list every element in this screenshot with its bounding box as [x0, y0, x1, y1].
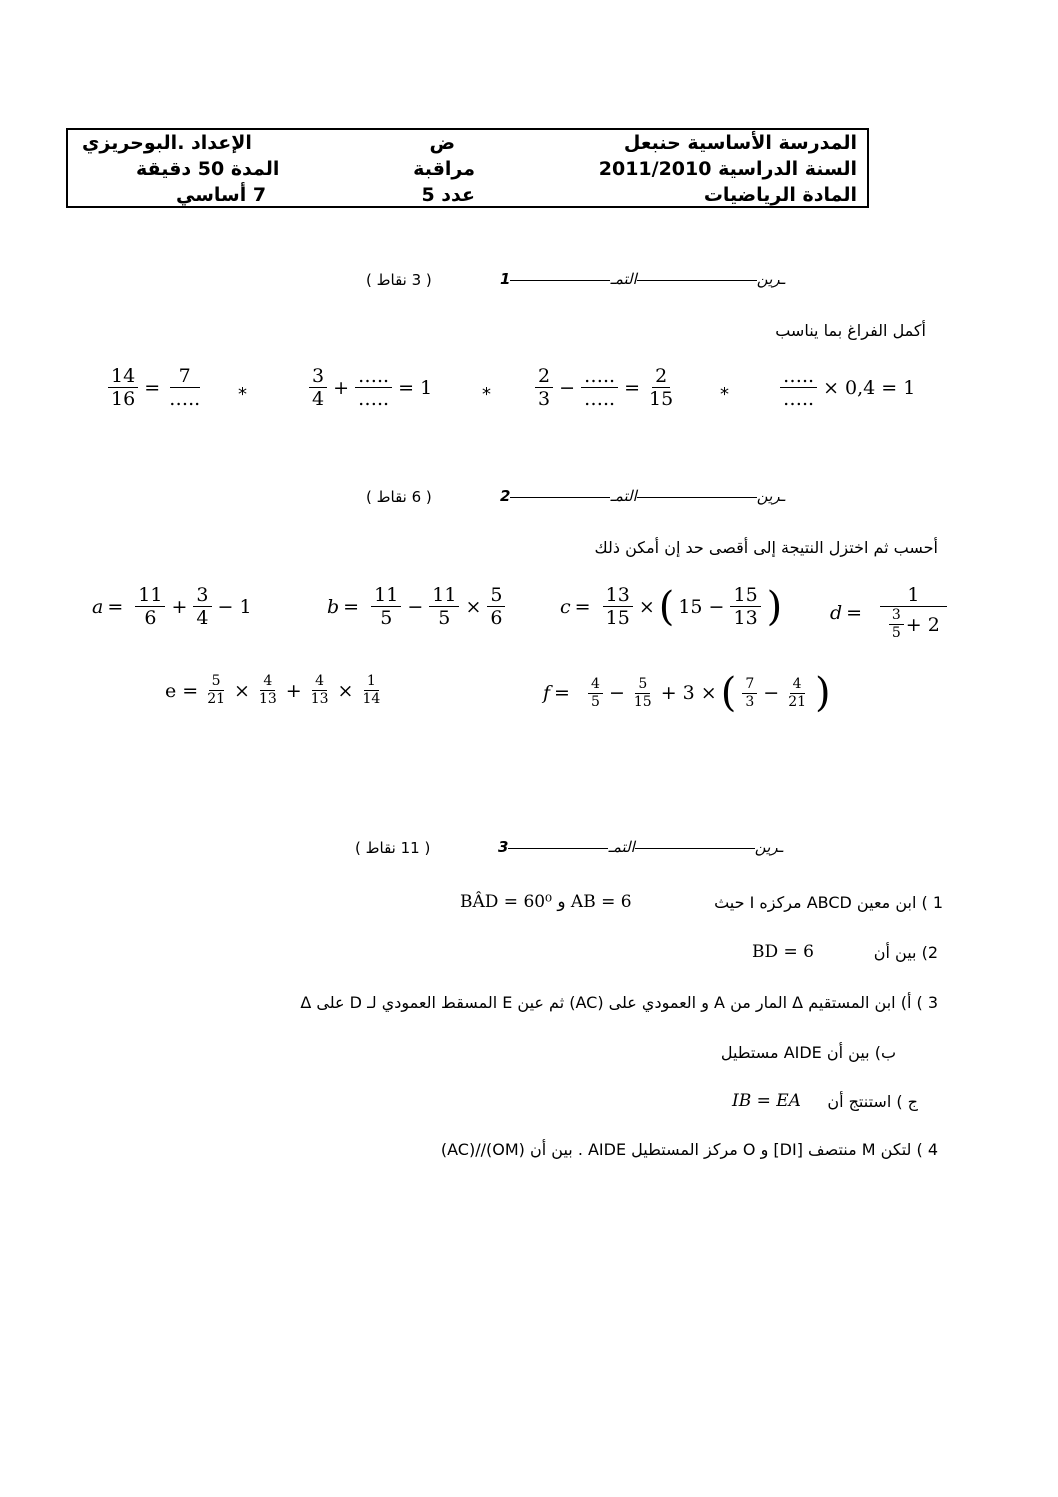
level: 7 أساسي [176, 184, 267, 206]
subject: المادة الرياضيات [703, 184, 857, 206]
header-mid-1: ض [429, 132, 455, 154]
ex1-eq4: $\frac{\dots..}{\dots..}$ × 0,4 = 1 [778, 365, 915, 410]
expr-e: e = $\frac{5}{21}$ × $\frac{4}{13}$ + $\frac{4}{13}$ × $\frac{1}{14}$ [165, 673, 381, 707]
ex2-number: 2 [500, 487, 511, 505]
ex3-q1: 1 ) ابن معين ABCD مركزه I حيث [714, 893, 943, 912]
duration: المدة 50 دقيقة [136, 158, 280, 180]
school-year: السنة الدراسية 2011/2010 [598, 158, 857, 180]
ex3-q4: 4 ) لتكن M منتصف [DI] و O مركز المستطيل AIDE . بين أن (OM)//(AC) [440, 1140, 938, 1159]
ex3-title-start: التمـ [608, 838, 635, 856]
ex2-title [500, 487, 785, 505]
ex3-title-mid: ـرين [754, 838, 784, 856]
ex1-eq2: $\frac{3}{4}$ + $\frac{\dots..}{\dots..}$ = 1 [307, 365, 432, 410]
ex3-q3c: ج ) استنتج أن [827, 1092, 918, 1111]
ex1-instruction: أكمل الفراغ بما يناسب [775, 321, 926, 340]
school-name: المدرسة الأساسية حنبعل [623, 132, 857, 154]
ex3-q3c-math: IB = EA [732, 1091, 801, 1111]
header-mid-3: عدد 5 [421, 184, 475, 206]
ex1-points: ( 3 نقاط ) [366, 271, 432, 289]
ex2-instruction: أحسب ثم اختزل النتيجة إلى أقصى حد إن أمكن ذلك [594, 538, 938, 557]
prepared-by: الإعداد .البوحريزي [82, 132, 252, 154]
separator-star: * [482, 384, 491, 405]
ex3-points: ( 11 نقاط ) [355, 839, 431, 857]
expr-f: f = $\frac{4}{5}$ − $\frac{5}{15}$ + 3 × ( $\frac{7}{3}$ − $\frac{4}{21}$ ) [543, 670, 831, 716]
ex3-q2-math: BD = 6 [752, 942, 814, 962]
ex3-q3a: 3 ) أ) ابن المستقيم Δ المار من A و العمودي على (AC) ثم عين E المسقط العمودي لـ D على Δ [300, 993, 938, 1012]
ex2-title-start: التمـ [610, 487, 637, 505]
expr-c: c = $\frac{13}{15}$ × ( 15 − $\frac{15}{13}$ ) [560, 583, 783, 630]
ex1-eq3: $\frac{2}{3}$ − $\frac{\dots..}{\dots..}$ = $\frac{2}{15}$ [533, 365, 678, 410]
ex1-title-start: التمـ [610, 270, 637, 288]
expr-d: d = 1 $\frac{3}{5}$ + 2 [830, 584, 949, 642]
separator-star: * [720, 384, 729, 405]
header-mid-2: مراقبة [413, 158, 475, 180]
header-box [66, 128, 869, 208]
ex1-title-mid: ـرين [756, 270, 786, 288]
ex1-title [500, 270, 785, 288]
expr-a: a = $\frac{11}{6}$ + $\frac{3}{4}$ − 1 [92, 584, 252, 629]
expr-b: b = $\frac{11}{5}$ − $\frac{11}{5}$ × $\frac{5}{6}$ [327, 584, 507, 629]
ex1-number: 1 [500, 270, 511, 288]
ex3-title [498, 838, 783, 856]
ex1-eq1: $\frac{14}{16}$ = $\frac{7}{\dots..}$ [106, 365, 205, 410]
ex3-q2: 2) بين أن [873, 943, 938, 962]
ex2-title-mid: ـرين [756, 487, 786, 505]
ex2-points: ( 6 نقاط ) [366, 488, 432, 506]
separator-star: * [238, 384, 247, 405]
ex3-q1-math: BÂD = 60⁰ و AB = 6 [460, 892, 632, 912]
ex3-q3b: ب) بين أن AIDE مستطيل [720, 1043, 896, 1062]
ex3-number: 3 [498, 838, 509, 856]
